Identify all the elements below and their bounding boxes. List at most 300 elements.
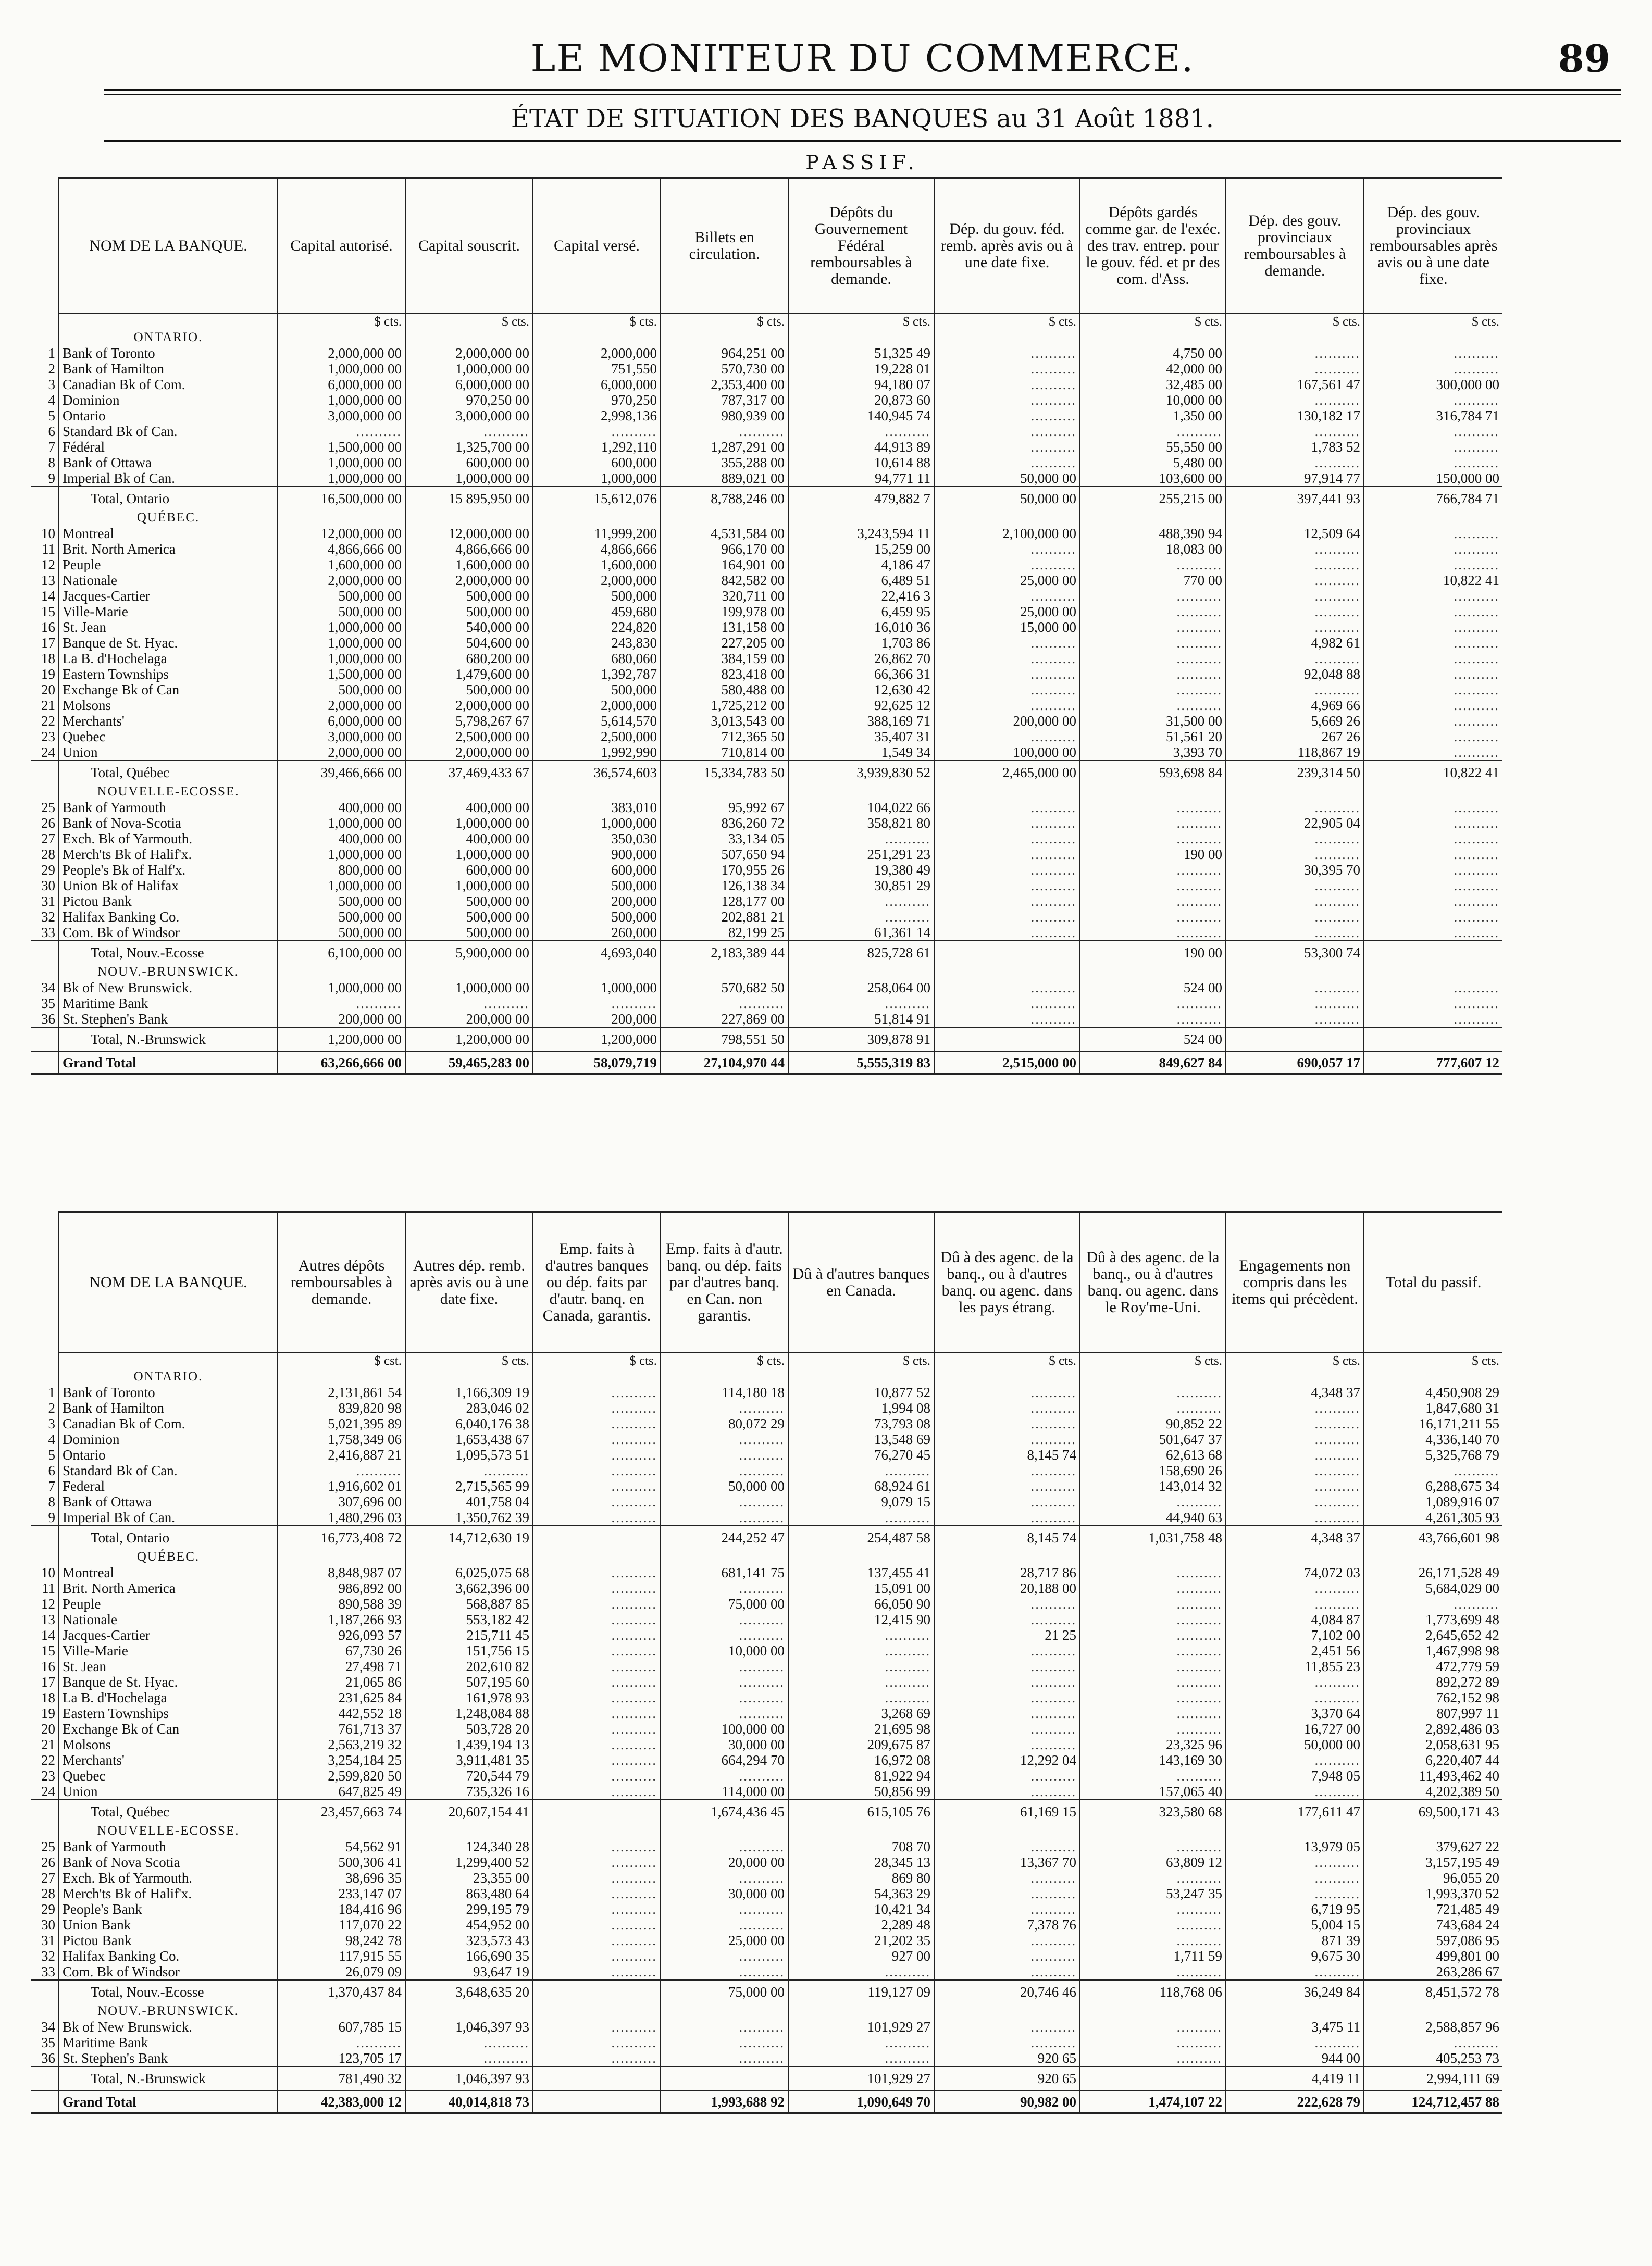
amount-cell: 920 65 <box>934 2066 1080 2091</box>
row-index: 10 <box>41 1565 55 1580</box>
column-header: Capital versé. <box>533 178 661 314</box>
empty-cell <box>1226 1823 1364 1839</box>
dotted-empty-cell: .......... <box>788 1463 934 1478</box>
dotted-empty-cell: .......... <box>1226 995 1364 1011</box>
dotted-empty-cell: .......... <box>934 361 1080 377</box>
row-index: 31 <box>41 893 55 909</box>
amount-cell: 1,653,438 67 <box>405 1431 533 1447</box>
amount-cell: 299,195 79 <box>405 1901 533 1917</box>
empty-cell <box>405 964 533 980</box>
empty-cell <box>1364 510 1502 526</box>
amount-cell: 2,994,111 69 <box>1364 2066 1502 2091</box>
dotted-empty-cell: .......... <box>788 424 934 439</box>
row-index <box>31 964 59 980</box>
bank-name: Ontario <box>59 1447 278 1463</box>
amount-cell: 570,730 00 <box>661 361 788 377</box>
bank-row <box>31 470 1502 487</box>
dotted-empty-cell: .......... <box>533 1674 661 1690</box>
dotted-empty-cell: .......... <box>934 2035 1080 2050</box>
empty-cell <box>278 784 405 800</box>
amount-cell: 114,000 00 <box>661 1784 788 1800</box>
bank-name: Quebec <box>59 1768 278 1784</box>
amount-cell: 570,682 50 <box>661 980 788 995</box>
dotted-empty-cell: .......... <box>934 1612 1080 1627</box>
row-index: 5 <box>48 408 55 424</box>
row-index: 13 <box>41 1612 55 1627</box>
bank-name: Merchants' <box>59 713 278 729</box>
dotted-empty-cell: .......... <box>533 1431 661 1447</box>
dotted-empty-cell <box>1364 941 1502 964</box>
bank-row <box>31 604 1502 619</box>
amount-cell: 405,253 73 <box>1364 2050 1502 2066</box>
dotted-empty-cell: .......... <box>533 1737 661 1752</box>
amount-cell: 54,363 29 <box>788 1886 934 1901</box>
bank-name: Banque de St. Hyac. <box>59 1674 278 1690</box>
amount-cell: 2,500,000 <box>533 729 661 744</box>
dotted-empty-cell: .......... <box>934 1463 1080 1478</box>
bank-name: Bank of Yarmouth <box>59 800 278 815</box>
amount-cell: 2,000,000 00 <box>405 698 533 713</box>
dotted-empty-cell: .......... <box>1364 893 1502 909</box>
empty-cell <box>1226 1369 1364 1385</box>
dotted-empty-cell: .......... <box>1080 557 1226 572</box>
dotted-empty-cell: .......... <box>1364 1463 1502 1478</box>
amount-cell: 202,610 82 <box>405 1659 533 1674</box>
dotted-empty-cell: .......... <box>934 1385 1080 1400</box>
dotted-empty-cell: .......... <box>788 1643 934 1659</box>
bank-name: Maritime Bank <box>59 995 278 1011</box>
amount-cell: 501,647 37 <box>1080 1431 1226 1447</box>
bank-row <box>31 1400 1502 1416</box>
dotted-empty-cell: .......... <box>1364 744 1502 761</box>
amount-cell: 1,993,688 92 <box>661 2091 788 2114</box>
statement-title: ÉTAT DE SITUATION DES BANQUES au 31 Août 1881. <box>511 104 1214 133</box>
empty-cell <box>1080 1823 1226 1839</box>
amount-cell: 59,465,283 00 <box>405 1052 533 1075</box>
amount-cell: 320,711 00 <box>661 588 788 604</box>
dotted-empty-cell: .......... <box>533 1854 661 1870</box>
amount-cell: 680,060 <box>533 651 661 666</box>
amount-cell: 12,630 42 <box>788 682 934 698</box>
amount-cell: 26,171,528 49 <box>1364 1565 1502 1580</box>
amount-cell: 504,600 00 <box>405 635 533 651</box>
amount-cell: 4,348 37 <box>1226 1526 1364 1549</box>
bank-name: Union <box>59 744 278 761</box>
row-index: 26 <box>41 815 55 831</box>
dotted-empty-cell: .......... <box>788 2050 934 2066</box>
amount-cell: 20,873 60 <box>788 392 934 408</box>
dotted-empty-cell: .......... <box>934 1721 1080 1737</box>
amount-cell: 15,612,076 <box>533 487 661 510</box>
row-index: 9 <box>48 470 55 486</box>
amount-cell: 1,000,000 00 <box>405 361 533 377</box>
amount-cell: 13,979 05 <box>1226 1839 1364 1854</box>
row-index: 24 <box>41 744 55 760</box>
row-index: 6 <box>48 424 55 439</box>
currency-row <box>31 314 1502 330</box>
amount-cell: 2,100,000 00 <box>934 526 1080 541</box>
bank-name: People's Bk of Half'x. <box>59 862 278 878</box>
amount-cell: 200,000 00 <box>934 713 1080 729</box>
amount-cell: 1,993,370 52 <box>1364 1886 1502 1901</box>
amount-cell: 66,366 31 <box>788 666 934 682</box>
amount-cell: 307,696 00 <box>278 1494 405 1510</box>
dotted-empty-cell: .......... <box>1080 1627 1226 1643</box>
amount-cell: 283,046 02 <box>405 1400 533 1416</box>
amount-cell: 19,228 01 <box>788 361 934 377</box>
amount-cell: 21 25 <box>934 1627 1080 1643</box>
row-index: 14 <box>41 1627 55 1643</box>
bank-row <box>31 1580 1502 1596</box>
empty-cell <box>278 1549 405 1565</box>
amount-cell: 5,555,319 83 <box>788 1052 934 1075</box>
amount-cell: 708 70 <box>788 1839 934 1854</box>
dotted-empty-cell: .......... <box>533 1627 661 1643</box>
amount-cell: 5,614,570 <box>533 713 661 729</box>
amount-cell: 36,574,603 <box>533 761 661 784</box>
bank-name: Total, N.-Brunswick <box>59 2066 278 2091</box>
amount-cell: 2,588,857 96 <box>1364 2019 1502 2035</box>
amount-cell: 316,784 71 <box>1364 408 1502 424</box>
dotted-empty-cell: .......... <box>934 925 1080 941</box>
amount-cell: 500,000 00 <box>278 893 405 909</box>
empty-cell <box>1080 784 1226 800</box>
amount-cell: 5,669 26 <box>1226 713 1364 729</box>
amount-cell: 16,171,211 55 <box>1364 1416 1502 1431</box>
amount-cell: 4,186 47 <box>788 557 934 572</box>
dotted-empty-cell: .......... <box>1364 392 1502 408</box>
amount-cell: 143,014 32 <box>1080 1478 1226 1494</box>
province-group-row <box>31 784 1502 800</box>
amount-cell: 21,695 98 <box>788 1721 934 1737</box>
amount-cell: 472,779 59 <box>1364 1659 1502 1674</box>
amount-cell: 397,441 93 <box>1226 487 1364 510</box>
dotted-empty-cell: .......... <box>1080 878 1226 893</box>
amount-cell: 61,361 14 <box>788 925 934 941</box>
bank-name: Eastern Townships <box>59 1705 278 1721</box>
column-header: Capital souscrit. <box>405 178 533 314</box>
dotted-empty-cell: .......... <box>934 557 1080 572</box>
amount-cell: 137,455 41 <box>788 1565 934 1580</box>
bank-name: Bk of New Brunswick. <box>59 2019 278 2035</box>
amount-cell: 3,000,000 00 <box>405 408 533 424</box>
amount-cell: 21,065 86 <box>278 1674 405 1690</box>
amount-cell: 23,325 96 <box>1080 1737 1226 1752</box>
province-total-row <box>31 761 1502 784</box>
empty-cell <box>788 2003 934 2019</box>
amount-cell: 128,177 00 <box>661 893 788 909</box>
amount-cell: 743,684 24 <box>1364 1917 1502 1933</box>
amount-cell: 1,758,349 06 <box>278 1431 405 1447</box>
amount-cell: 1,600,000 00 <box>405 557 533 572</box>
amount-cell: 54,562 91 <box>278 1839 405 1854</box>
row-index: 32 <box>41 1948 55 1964</box>
amount-cell: 8,145 74 <box>934 1526 1080 1549</box>
bank-row <box>31 1705 1502 1721</box>
bank-name: Com. Bk of Windsor <box>59 925 278 941</box>
province-total-row <box>31 487 1502 510</box>
empty-cell <box>934 1823 1080 1839</box>
dotted-empty-cell: .......... <box>1226 345 1364 361</box>
dotted-empty-cell: .......... <box>934 1705 1080 1721</box>
dotted-empty-cell: .......... <box>1080 1643 1226 1659</box>
row-index: 26 <box>41 1854 55 1870</box>
empty-cell <box>661 1369 788 1385</box>
amount-cell: 222,628 79 <box>1226 2091 1364 2114</box>
amount-cell: 151,756 15 <box>405 1643 533 1659</box>
bank-row <box>31 1839 1502 1854</box>
empty-cell <box>661 784 788 800</box>
amount-cell: 15 895,950 00 <box>405 487 533 510</box>
amount-cell: 4,419 11 <box>1226 2066 1364 2091</box>
amount-cell: 2,289 48 <box>788 1917 934 1933</box>
dotted-empty-cell: .......... <box>1226 1580 1364 1596</box>
amount-cell: 118,867 19 <box>1226 744 1364 761</box>
empty-cell <box>934 1369 1080 1385</box>
dotted-empty-cell: .......... <box>934 800 1080 815</box>
bank-row <box>31 1643 1502 1659</box>
amount-cell: 30,851 29 <box>788 878 934 893</box>
amount-cell: 117,070 22 <box>278 1917 405 1933</box>
amount-cell: 6,000,000 00 <box>278 377 405 392</box>
amount-cell: 95,992 67 <box>661 800 788 815</box>
empty-cell <box>934 330 1080 345</box>
province-group-row <box>31 1823 1502 1839</box>
province-group-row <box>31 1549 1502 1565</box>
dotted-empty-cell: .......... <box>1364 846 1502 862</box>
passif-table-upper <box>31 177 1502 1075</box>
bank-name: Total, Québec <box>59 761 278 784</box>
currency-label: $ cts. <box>788 1353 934 1369</box>
amount-cell: 92,625 12 <box>788 698 934 713</box>
amount-cell: 6,220,407 44 <box>1364 1752 1502 1768</box>
province-heading: NOUVELLE-ECOSSE. <box>59 1823 278 1839</box>
amount-cell: 25,000 00 <box>934 572 1080 588</box>
column-header: Dép. des gouv. provinciaux remboursables après avis ou à une date fixe. <box>1364 178 1502 314</box>
empty-cell <box>1364 784 1502 800</box>
currency-label: $ cts. <box>405 1353 533 1369</box>
empty-cell <box>661 2003 788 2019</box>
bank-name: Pictou Bank <box>59 893 278 909</box>
amount-cell: 9,079 15 <box>788 1494 934 1510</box>
amount-cell: 16,972 08 <box>788 1752 934 1768</box>
dotted-empty-cell: .......... <box>533 1901 661 1917</box>
amount-cell: 8,788,246 00 <box>661 487 788 510</box>
amount-cell: 454,952 00 <box>405 1917 533 1933</box>
amount-cell: 889,021 00 <box>661 470 788 487</box>
row-index: 28 <box>41 1886 55 1901</box>
amount-cell: 712,365 50 <box>661 729 788 744</box>
row-index <box>31 1052 59 1075</box>
dotted-empty-cell: .......... <box>934 1478 1080 1494</box>
row-index: 20 <box>41 1721 55 1737</box>
amount-cell: 22,416 3 <box>788 588 934 604</box>
empty-cell <box>405 330 533 345</box>
amount-cell: 2,465,000 00 <box>934 761 1080 784</box>
amount-cell: 104,022 66 <box>788 800 934 815</box>
bank-row <box>31 651 1502 666</box>
bank-row <box>31 980 1502 995</box>
amount-cell: 7,948 05 <box>1226 1768 1364 1784</box>
amount-cell: 21,202 35 <box>788 1933 934 1948</box>
amount-cell: 11,493,462 40 <box>1364 1768 1502 1784</box>
dotted-empty-cell: .......... <box>1364 619 1502 635</box>
dotted-empty-cell: .......... <box>788 2035 934 2050</box>
row-index: 12 <box>41 557 55 572</box>
amount-cell: 68,924 61 <box>788 1478 934 1494</box>
amount-cell: 944 00 <box>1226 2050 1364 2066</box>
dotted-empty-cell: .......... <box>1080 1596 1226 1612</box>
amount-cell: 10,614 88 <box>788 455 934 470</box>
amount-cell: 20,188 00 <box>934 1580 1080 1596</box>
amount-cell: 1,000,000 00 <box>278 651 405 666</box>
dotted-empty-cell: .......... <box>1226 1854 1364 1870</box>
dotted-empty-cell <box>934 1027 1080 1052</box>
row-index: 14 <box>41 588 55 604</box>
row-index: 22 <box>41 1752 55 1768</box>
amount-cell: 190 00 <box>1080 941 1226 964</box>
dotted-empty-cell: .......... <box>533 2019 661 2035</box>
currency-row <box>31 1353 1502 1369</box>
dotted-empty-cell: .......... <box>934 831 1080 846</box>
amount-cell: 3,000,000 00 <box>278 729 405 744</box>
bank-row <box>31 698 1502 713</box>
bank-name: Exch. Bk of Yarmouth. <box>59 831 278 846</box>
amount-cell: 3,243,594 11 <box>788 526 934 541</box>
amount-cell: 1,000,000 <box>533 980 661 995</box>
dotted-empty-cell: .......... <box>1226 619 1364 635</box>
dotted-empty-cell: .......... <box>1226 1431 1364 1447</box>
dotted-empty-cell: .......... <box>661 1839 788 1854</box>
bank-row <box>31 1565 1502 1580</box>
amount-cell: 42,000 00 <box>1080 361 1226 377</box>
dotted-empty-cell: .......... <box>1226 1964 1364 1980</box>
dotted-empty-cell: .......... <box>661 1580 788 1596</box>
dotted-empty-cell: .......... <box>1364 682 1502 698</box>
dotted-empty-cell: .......... <box>1226 651 1364 666</box>
amount-cell: 103,600 00 <box>1080 470 1226 487</box>
amount-cell: 243,830 <box>533 635 661 651</box>
bank-name: Montreal <box>59 526 278 541</box>
bank-name: Nationale <box>59 1612 278 1627</box>
dotted-empty-cell: .......... <box>661 1690 788 1705</box>
dotted-empty-cell: .......... <box>934 1659 1080 1674</box>
row-index: 17 <box>41 635 55 651</box>
dotted-empty-cell: .......... <box>1364 909 1502 925</box>
amount-cell: 1,000,000 00 <box>405 846 533 862</box>
empty-cell <box>1364 2003 1502 2019</box>
amount-cell: 10,000 00 <box>661 1643 788 1659</box>
bank-name: Banque de St. Hyac. <box>59 635 278 651</box>
dotted-empty-cell: .......... <box>661 995 788 1011</box>
row-index <box>31 941 59 964</box>
bank-row <box>31 1901 1502 1917</box>
amount-cell: 215,711 45 <box>405 1627 533 1643</box>
dotted-empty-cell: .......... <box>533 1596 661 1612</box>
amount-cell: 118,768 06 <box>1080 1980 1226 2003</box>
amount-cell: 2,416,887 21 <box>278 1447 405 1463</box>
column-header: Dépôts gardés comme gar. de l'exéc. des trav. entrep. pour le gouv. féd. et pr des com. d'Ass. <box>1080 178 1226 314</box>
amount-cell: 37,469,433 67 <box>405 761 533 784</box>
row-index: 29 <box>41 862 55 878</box>
section-title: PASSIF. <box>805 151 920 174</box>
dotted-empty-cell: .......... <box>934 909 1080 925</box>
bank-row <box>31 815 1502 831</box>
dotted-empty-cell: .......... <box>661 1674 788 1690</box>
bank-name: Exch. Bk of Yarmouth. <box>59 1870 278 1886</box>
dotted-empty-cell: .......... <box>1080 800 1226 815</box>
row-index: 21 <box>41 698 55 713</box>
amount-cell: 4,531,584 00 <box>661 526 788 541</box>
amount-cell: 355,288 00 <box>661 455 788 470</box>
bank-name: Peuple <box>59 1596 278 1612</box>
empty-cell <box>1364 1549 1502 1565</box>
amount-cell: 53,247 35 <box>1080 1886 1226 1901</box>
dotted-empty-cell: .......... <box>1364 831 1502 846</box>
dotted-empty-cell: .......... <box>934 815 1080 831</box>
amount-cell: 400,000 00 <box>278 800 405 815</box>
dotted-empty-cell: .......... <box>533 1933 661 1948</box>
amount-cell: 500,000 00 <box>405 909 533 925</box>
bank-name: Halifax Banking Co. <box>59 1948 278 1964</box>
amount-cell: 94,771 11 <box>788 470 934 487</box>
dotted-empty-cell: .......... <box>533 1870 661 1886</box>
bank-name: Bank of Nova Scotia <box>59 1854 278 1870</box>
amount-cell: 1,674,436 45 <box>661 1800 788 1823</box>
amount-cell: 1,439,194 13 <box>405 1737 533 1752</box>
amount-cell: 400,000 00 <box>405 800 533 815</box>
currency-label: $ cts. <box>661 1353 788 1369</box>
dotted-empty-cell: .......... <box>1080 1659 1226 1674</box>
empty-cell <box>278 330 405 345</box>
amount-cell: 4,202,389 50 <box>1364 1784 1502 1800</box>
bank-name: Federal <box>59 1478 278 1494</box>
dotted-empty-cell: .......... <box>1080 1011 1226 1027</box>
dotted-empty-cell: .......... <box>661 1431 788 1447</box>
amount-cell: 900,000 <box>533 846 661 862</box>
province-total-row <box>31 1526 1502 1549</box>
amount-cell: 1,392,787 <box>533 666 661 682</box>
empty-cell <box>1080 330 1226 345</box>
amount-cell: 500,000 00 <box>405 893 533 909</box>
empty-cell <box>278 964 405 980</box>
amount-cell: 892,272 89 <box>1364 1674 1502 1690</box>
bank-name: St. Jean <box>59 619 278 635</box>
dotted-empty-cell: .......... <box>934 1768 1080 1784</box>
bank-row <box>31 1737 1502 1752</box>
amount-cell: 2,515,000 00 <box>934 1052 1080 1075</box>
row-index: 5 <box>48 1447 55 1463</box>
row-index <box>31 1369 59 1385</box>
row-index: 23 <box>41 729 55 744</box>
amount-cell: 2,892,486 03 <box>1364 1721 1502 1737</box>
row-index: 1 <box>48 1385 55 1400</box>
empty-cell <box>934 1549 1080 1565</box>
amount-cell: 28,345 13 <box>788 1854 934 1870</box>
bank-row <box>31 1463 1502 1478</box>
dotted-empty-cell: .......... <box>278 2035 405 2050</box>
dotted-empty-cell: .......... <box>934 1596 1080 1612</box>
dotted-empty-cell: .......... <box>1364 1011 1502 1027</box>
dotted-empty-cell: .......... <box>1080 862 1226 878</box>
bank-row <box>31 541 1502 557</box>
amount-cell: 123,705 17 <box>278 2050 405 2066</box>
row-index: 36 <box>41 1011 55 1027</box>
row-index <box>31 510 59 526</box>
province-total-row <box>31 1980 1502 2003</box>
amount-cell: 1,467,998 98 <box>1364 1643 1502 1659</box>
amount-cell: 80,072 29 <box>661 1416 788 1431</box>
